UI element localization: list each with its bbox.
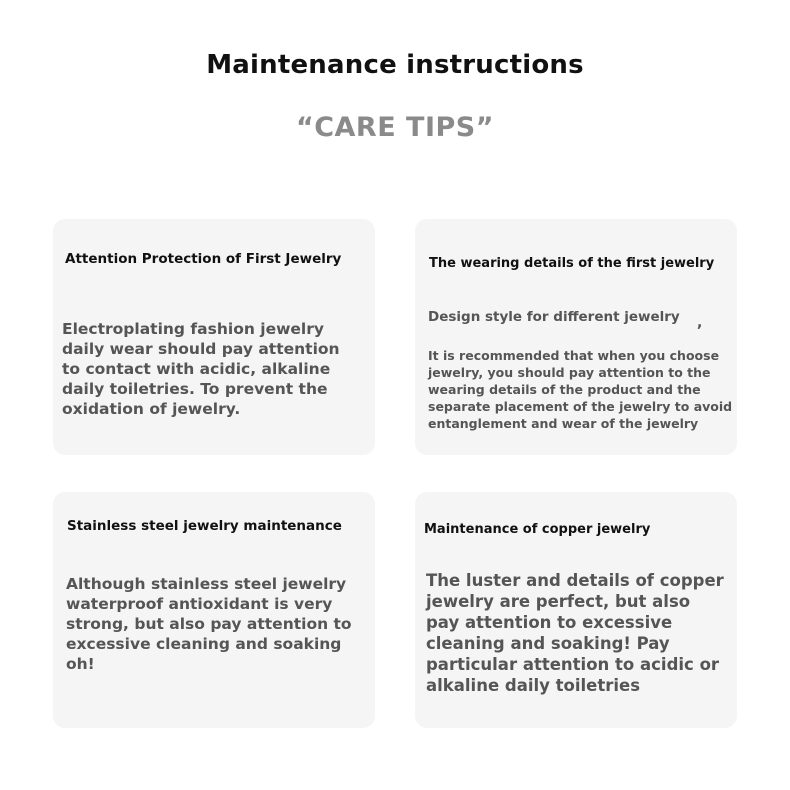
card-title: Maintenance of copper jewelry (424, 522, 651, 537)
page-subtitle: “CARE TIPS” (295, 112, 495, 143)
page-title: Maintenance instructions (206, 50, 584, 80)
card-subtitle: Design style for different jewelry (428, 309, 680, 325)
card-body: Although stainless steel jewelry waterproof antioxidant is very strong, but also pay attention to excessive cleaning and soaking oh! (66, 575, 352, 673)
card-title: Attention Protection of First Jewelry (65, 251, 342, 267)
card-body: The luster and details of copper jewelry are perfect, but also pay attention to excessive cleaning and soaking! Pay particular attention to acidic or alkaline daily toiletries (426, 571, 724, 695)
card-mark: , (697, 315, 703, 331)
card-wearing-details (415, 219, 737, 455)
card-stainless-steel (53, 492, 375, 728)
card-title: Stainless steel jewelry maintenance (67, 518, 342, 534)
card-body: Electroplating fashion jewelry daily wear should pay attention to contact with acidic, alkaline daily toiletries. To prevent the oxidation of jewelry. (62, 320, 340, 418)
card-title: The wearing details of the first jewelry (429, 256, 715, 271)
card-body: It is recommended that when you choose jewelry, you should pay attention to the wearing details of the product and the separate placement of the jewelry to avoid entanglement and wear of the jewelry (428, 348, 733, 431)
card-copper-jewelry (415, 492, 737, 728)
card-first-jewelry-protection (53, 219, 375, 455)
